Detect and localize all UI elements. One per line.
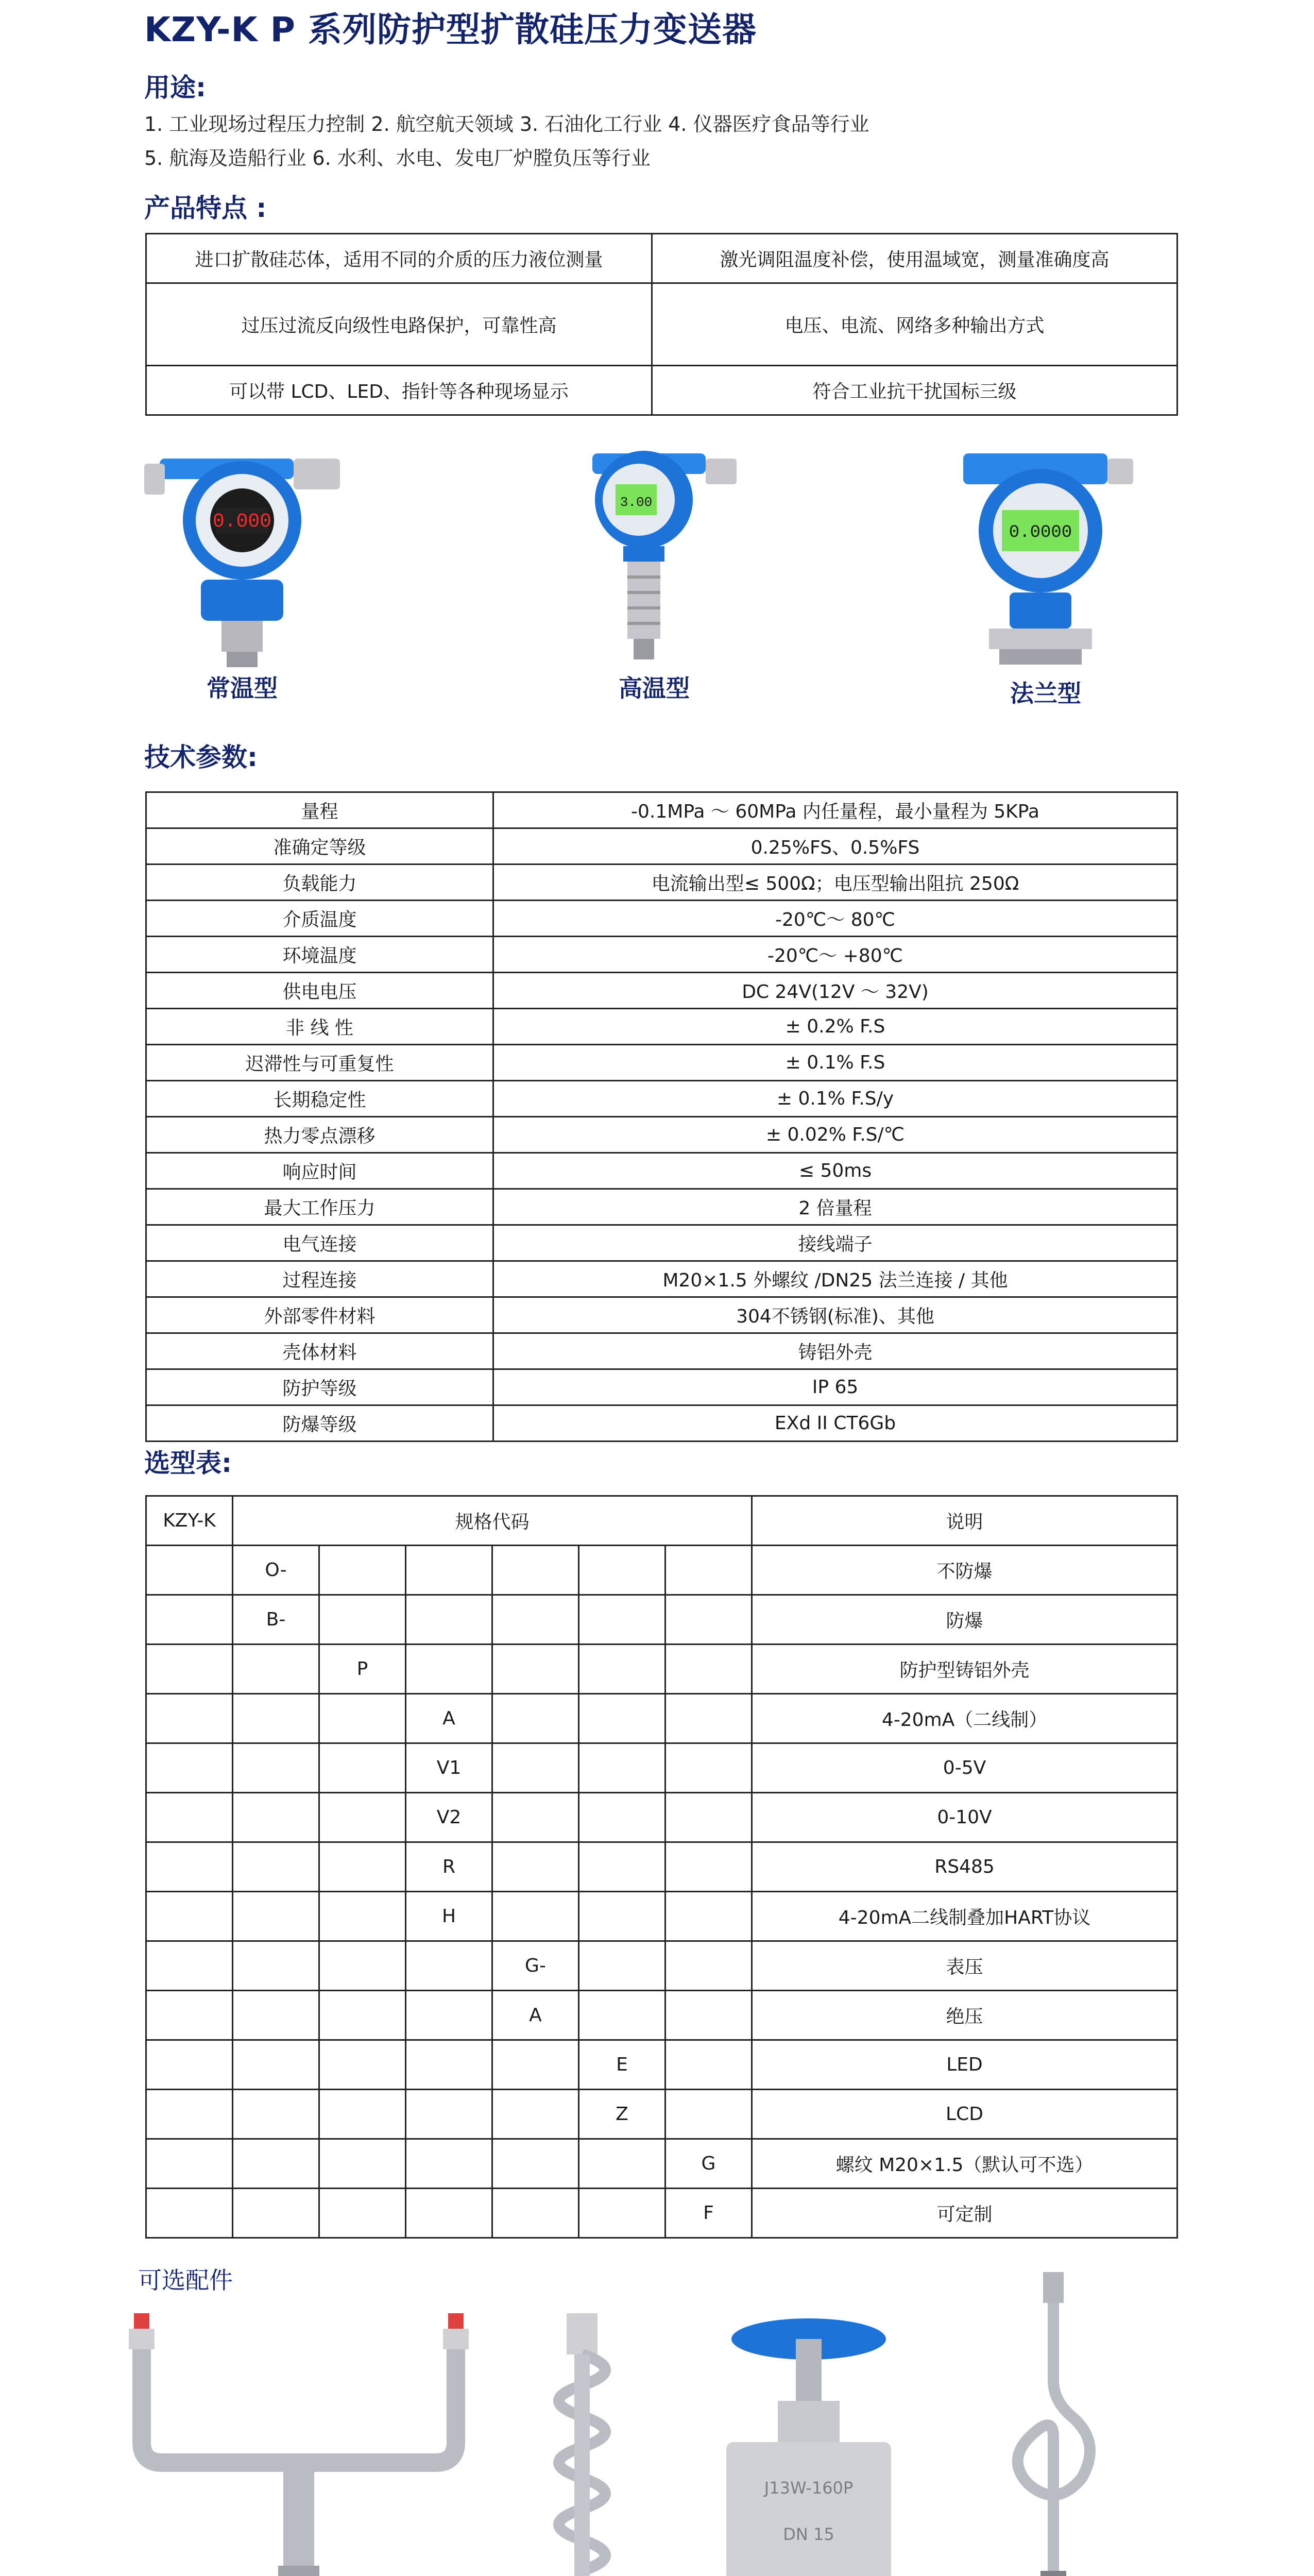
empty-cell	[319, 1743, 406, 1793]
empty-cell	[233, 1694, 319, 1743]
transmitter-high-temp-image	[567, 443, 752, 670]
table-row	[146, 1941, 1178, 1991]
empty-cell	[319, 2040, 406, 2090]
spec-name: 负载能力	[146, 865, 493, 901]
spec-code: V2	[406, 1793, 492, 1842]
empty-cell	[406, 2139, 492, 2189]
table-row	[146, 234, 1178, 283]
usage-heading: 用途:	[144, 73, 206, 103]
empty-cell	[665, 1892, 752, 1941]
lcd-readout: 3.00	[620, 495, 653, 510]
spec-code: O-	[233, 1546, 319, 1595]
spec-value: ± 0.1% F.S/y	[493, 1081, 1178, 1117]
selection-table	[145, 1495, 1178, 2239]
spec-name: 迟滞性与可重复性	[146, 1045, 493, 1081]
empty-cell	[665, 1546, 752, 1595]
specs-heading: 技术参数:	[144, 742, 258, 772]
table-row	[146, 1333, 1178, 1369]
model-header: KZY-K	[146, 1496, 233, 1546]
table-row	[146, 1694, 1178, 1743]
spec-value: 接线端子	[493, 1225, 1178, 1261]
empty-cell	[406, 1991, 492, 2040]
empty-cell	[492, 1546, 579, 1595]
page-title: KZY-K P 系列防护型扩散硅压力变送器	[144, 10, 757, 49]
table-row	[146, 1009, 1178, 1045]
lcd-readout: 0.0000	[1009, 523, 1072, 543]
empty-cell	[492, 1743, 579, 1793]
empty-cell	[579, 1694, 665, 1743]
spec-code: A	[492, 1991, 579, 2040]
spec-code: E	[579, 2040, 665, 2090]
empty-cell	[579, 1941, 665, 1991]
spec-name: 非 线 性	[146, 1009, 493, 1045]
empty-cell	[146, 1645, 233, 1694]
empty-cell	[579, 1645, 665, 1694]
empty-cell	[492, 1842, 579, 1892]
table-row	[146, 973, 1178, 1009]
table-row	[146, 1842, 1178, 1892]
empty-cell	[665, 2040, 752, 2090]
spec-value: IP 65	[493, 1369, 1178, 1405]
coil-siphon-image	[525, 2308, 639, 2576]
empty-cell	[406, 1546, 492, 1595]
table-row	[146, 1045, 1178, 1081]
table-row	[146, 1595, 1178, 1645]
spec-code: G	[665, 2139, 752, 2189]
features-table	[145, 233, 1178, 416]
spec-name: 准确定等级	[146, 828, 493, 865]
empty-cell	[319, 1842, 406, 1892]
spec-description: 螺纹 M20×1.5（默认可不选）	[752, 2139, 1178, 2189]
empty-cell	[146, 1842, 233, 1892]
spec-name: 长期稳定性	[146, 1081, 493, 1117]
spec-code: P	[319, 1645, 406, 1694]
empty-cell	[146, 1991, 233, 2040]
empty-cell	[492, 1793, 579, 1842]
table-row	[146, 366, 1178, 415]
empty-cell	[492, 1645, 579, 1694]
empty-cell	[579, 2189, 665, 2238]
empty-cell	[406, 1941, 492, 1991]
empty-cell	[492, 2139, 579, 2189]
empty-cell	[665, 1694, 752, 1743]
table-row	[146, 1189, 1178, 1225]
empty-cell	[233, 1991, 319, 2040]
spec-description: 4-20mA（二线制）	[752, 1694, 1178, 1743]
empty-cell	[579, 1892, 665, 1941]
empty-cell	[492, 2090, 579, 2139]
spec-value: ± 0.2% F.S	[493, 1009, 1178, 1045]
empty-cell	[146, 1595, 233, 1645]
table-row	[146, 2090, 1178, 2139]
empty-cell	[665, 1842, 752, 1892]
empty-cell	[492, 1892, 579, 1941]
empty-cell	[492, 1595, 579, 1645]
spec-name: 响应时间	[146, 1153, 493, 1189]
spec-value: -0.1MPa ～ 60MPa 内任量程，最小量程为 5KPa	[493, 792, 1178, 828]
feature-cell: 可以带 LCD、LED、指针等各种现场显示	[146, 366, 652, 415]
spec-name: 防护等级	[146, 1369, 493, 1405]
empty-cell	[233, 1842, 319, 1892]
table-row	[146, 2139, 1178, 2189]
empty-cell	[406, 2189, 492, 2238]
table-header-row	[146, 1496, 1178, 1546]
feature-cell: 进口扩散硅芯体，适用不同的介质的压力液位测量	[146, 234, 652, 283]
valve-label: J13W-160P	[764, 2478, 854, 2498]
empty-cell	[233, 1941, 319, 1991]
spec-name: 壳体材料	[146, 1333, 493, 1369]
table-row	[146, 1405, 1178, 1442]
table-row	[146, 1153, 1178, 1189]
usage-line-2: 5. 航海及造船行业 6. 水利、水电、发电厂炉膛负压等行业	[144, 147, 651, 170]
spec-value: EXd II CT6Gb	[493, 1405, 1178, 1442]
empty-cell	[319, 2189, 406, 2238]
empty-cell	[665, 1595, 752, 1645]
empty-cell	[146, 1892, 233, 1941]
empty-cell	[579, 1991, 665, 2040]
table-row	[146, 1261, 1178, 1297]
empty-cell	[233, 2189, 319, 2238]
empty-cell	[319, 1991, 406, 2040]
empty-cell	[146, 1743, 233, 1793]
empty-cell	[146, 2139, 233, 2189]
spec-name: 介质温度	[146, 901, 493, 937]
spec-description: 可定制	[752, 2189, 1178, 2238]
feature-cell: 电压、电流、网络多种输出方式	[652, 283, 1178, 366]
table-row	[146, 1297, 1178, 1333]
empty-cell	[146, 1941, 233, 1991]
empty-cell	[146, 1694, 233, 1743]
spec-description: RS485	[752, 1842, 1178, 1892]
spec-value: -20℃～ 80℃	[493, 901, 1178, 937]
features-heading: 产品特点 :	[144, 193, 267, 223]
spec-value: -20℃～ +80℃	[493, 937, 1178, 973]
spec-name: 量程	[146, 792, 493, 828]
spec-value: ± 0.02% F.S/℃	[493, 1117, 1178, 1153]
empty-cell	[492, 1694, 579, 1743]
spec-code: F	[665, 2189, 752, 2238]
selection-body	[146, 1546, 1178, 2238]
empty-cell	[233, 1645, 319, 1694]
empty-cell	[233, 1892, 319, 1941]
usage-line-1: 1. 工业现场过程压力控制 2. 航空航天领域 3. 石油化工行业 4. 仪器医疗食品等行业	[144, 113, 869, 135]
empty-cell	[233, 2139, 319, 2189]
empty-cell	[146, 2090, 233, 2139]
manifold-pipe-image	[118, 2308, 479, 2576]
spec-value: ≤ 50ms	[493, 1153, 1178, 1189]
desc-header: 说明	[752, 1496, 1178, 1546]
spec-value: 2 倍量程	[493, 1189, 1178, 1225]
needle-valve-image	[706, 2308, 912, 2576]
spec-description: LED	[752, 2040, 1178, 2090]
spec-description: 不防爆	[752, 1546, 1178, 1595]
spec-name: 最大工作压力	[146, 1189, 493, 1225]
spec-name: 电气连接	[146, 1225, 493, 1261]
spec-name: 外部零件材料	[146, 1297, 493, 1333]
table-row	[146, 937, 1178, 973]
table-row	[146, 283, 1178, 366]
spec-description: 0-10V	[752, 1793, 1178, 1842]
table-row	[146, 1117, 1178, 1153]
empty-cell	[319, 1694, 406, 1743]
spec-value: DC 24V(12V ～ 32V)	[493, 973, 1178, 1009]
empty-cell	[579, 1842, 665, 1892]
table-row	[146, 865, 1178, 901]
feature-cell: 过压过流反向级性电路保护，可靠性高	[146, 283, 652, 366]
specs-table	[145, 791, 1178, 1442]
table-row	[146, 2040, 1178, 2090]
empty-cell	[146, 2040, 233, 2090]
spec-code: R	[406, 1842, 492, 1892]
transmitter-flange-image	[953, 448, 1149, 670]
spec-description: 4-20mA二线制叠加HART协议	[752, 1892, 1178, 1941]
table-row	[146, 1546, 1178, 1595]
spec-description: 0-5V	[752, 1743, 1178, 1793]
spec-description: 防护型铸铝外壳	[752, 1645, 1178, 1694]
spec-value: ± 0.1% F.S	[493, 1045, 1178, 1081]
spec-name: 过程连接	[146, 1261, 493, 1297]
empty-cell	[579, 1793, 665, 1842]
spec-description: LCD	[752, 2090, 1178, 2139]
empty-cell	[665, 1991, 752, 2040]
empty-cell	[492, 2189, 579, 2238]
empty-cell	[492, 2040, 579, 2090]
empty-cell	[406, 2090, 492, 2139]
empty-cell	[665, 1743, 752, 1793]
empty-cell	[146, 1793, 233, 1842]
empty-cell	[406, 2040, 492, 2090]
spec-value: 0.25%FS、0.5%FS	[493, 828, 1178, 865]
empty-cell	[146, 1546, 233, 1595]
spec-value: M20×1.5 外螺纹 /DN25 法兰连接 / 其他	[493, 1261, 1178, 1297]
spec-code: Z	[579, 2090, 665, 2139]
empty-cell	[319, 2090, 406, 2139]
feature-cell: 激光调阻温度补偿，使用温域宽，测量准确度高	[652, 234, 1178, 283]
led-readout: 0.000	[212, 511, 272, 533]
accessories-heading: 可选配件	[138, 2266, 233, 2294]
empty-cell	[233, 1743, 319, 1793]
empty-cell	[319, 1546, 406, 1595]
empty-cell	[579, 1743, 665, 1793]
spec-description: 防爆	[752, 1595, 1178, 1645]
spec-value: 电流输出型≤ 500Ω；电压型输出阻抗 250Ω	[493, 865, 1178, 901]
transmitter-normal-image	[144, 443, 381, 670]
empty-cell	[406, 1645, 492, 1694]
spec-code: A	[406, 1694, 492, 1743]
empty-cell	[233, 2090, 319, 2139]
table-row	[146, 1793, 1178, 1842]
table-row	[146, 1991, 1178, 2040]
empty-cell	[146, 2189, 233, 2238]
empty-cell	[319, 1793, 406, 1842]
model-caption-normal: 常温型	[207, 674, 278, 702]
table-row	[146, 828, 1178, 865]
table-row	[146, 2189, 1178, 2238]
model-caption-flange: 法兰型	[1010, 680, 1081, 707]
ring-siphon-image	[979, 2267, 1123, 2576]
valve-dn: DN 15	[783, 2524, 834, 2544]
table-row	[146, 1225, 1178, 1261]
empty-cell	[665, 1645, 752, 1694]
empty-cell	[233, 2040, 319, 2090]
spec-value: 304不锈钢(标准)、其他	[493, 1297, 1178, 1333]
spec-name: 环境温度	[146, 937, 493, 973]
spec-code: V1	[406, 1743, 492, 1793]
spec-code: H	[406, 1892, 492, 1941]
empty-cell	[579, 2139, 665, 2189]
spec-code: G-	[492, 1941, 579, 1991]
spec-name: 热力零点漂移	[146, 1117, 493, 1153]
empty-cell	[665, 1793, 752, 1842]
empty-cell	[319, 1941, 406, 1991]
table-row	[146, 1645, 1178, 1694]
empty-cell	[579, 1546, 665, 1595]
table-row	[146, 901, 1178, 937]
empty-cell	[233, 1793, 319, 1842]
spec-value: 铸铝外壳	[493, 1333, 1178, 1369]
empty-cell	[319, 2139, 406, 2189]
selection-heading: 选型表:	[144, 1448, 232, 1478]
empty-cell	[665, 1941, 752, 1991]
spec-description: 表压	[752, 1941, 1178, 1991]
model-caption-high-temp: 高温型	[619, 674, 690, 702]
spec-name: 防爆等级	[146, 1405, 493, 1442]
table-row	[146, 1081, 1178, 1117]
spec-description: 绝压	[752, 1991, 1178, 2040]
table-row	[146, 1892, 1178, 1941]
spec-code: B-	[233, 1595, 319, 1645]
table-row	[146, 1743, 1178, 1793]
empty-cell	[319, 1595, 406, 1645]
feature-cell: 符合工业抗干扰国标三级	[652, 366, 1178, 415]
empty-cell	[319, 1892, 406, 1941]
code-header: 规格代码	[233, 1496, 752, 1546]
empty-cell	[579, 1595, 665, 1645]
table-row	[146, 792, 1178, 828]
empty-cell	[665, 2090, 752, 2139]
spec-name: 供电电压	[146, 973, 493, 1009]
table-row	[146, 1369, 1178, 1405]
empty-cell	[406, 1595, 492, 1645]
